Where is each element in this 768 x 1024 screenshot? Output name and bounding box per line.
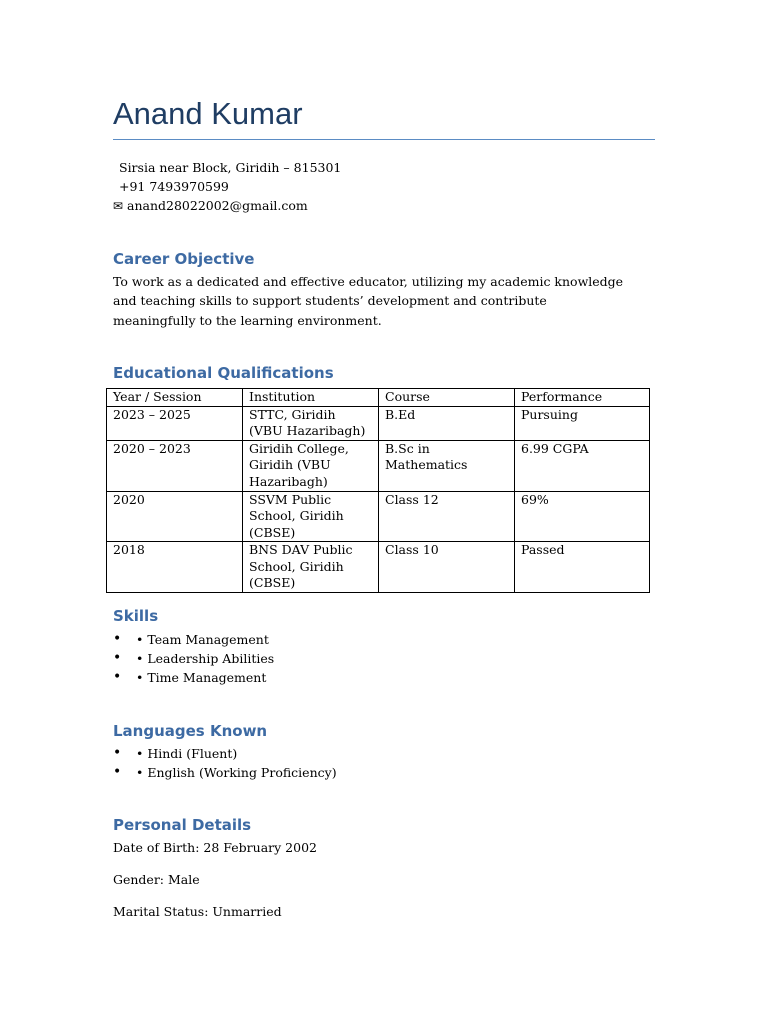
skill-label: • Time Management (136, 670, 267, 686)
column-header-performance: Performance (515, 389, 650, 407)
date-of-birth: Date of Birth: 28 February 2002 (113, 840, 317, 855)
table-header-row (107, 389, 650, 407)
gender: Gender: Male (113, 872, 200, 887)
bullet-icon: • (113, 745, 122, 761)
language-label: • Hindi (Fluent) (136, 746, 238, 761)
skills-heading: Skills (113, 607, 159, 625)
cell-performance: 6.99 CGPA (515, 440, 650, 491)
phone-line: +91 7493970599 (119, 179, 229, 194)
skill-label: • Team Management (136, 632, 269, 647)
education-table (106, 388, 650, 593)
cell-institution: STTC, Giridih (VBU Hazaribagh) (243, 406, 379, 440)
personal-details-heading: Personal Details (113, 816, 252, 834)
cell-performance: 69% (515, 491, 650, 542)
cell-course: B.Ed (379, 406, 515, 440)
cell-year: 2020 (107, 491, 243, 542)
cell-year: 2020 – 2023 (107, 440, 243, 491)
name-divider (113, 139, 655, 140)
column-header-institution: Institution (243, 389, 379, 407)
envelope-icon: ✉ (113, 199, 124, 213)
cell-course: B.Sc in Mathematics (379, 440, 515, 491)
skill-label: • Leadership Abilities (136, 651, 275, 667)
address-line: Sirsia near Block, Giridih – 815301 (119, 160, 342, 175)
cell-course: Class 10 (379, 542, 515, 593)
career-objective-heading: Career Objective (113, 250, 255, 268)
education-heading: Educational Qualifications (113, 364, 334, 382)
cell-institution: SSVM Public School, Giridih (CBSE) (243, 491, 379, 542)
languages-heading: Languages Known (113, 722, 268, 740)
candidate-name: Anand Kumar (113, 96, 303, 131)
language-label: • English (Working Proficiency) (136, 765, 337, 781)
column-header-course: Course (379, 389, 515, 407)
cell-year: 2018 (107, 542, 243, 593)
cell-institution: Giridih College, Giridih (VBU Hazaribagh) (243, 440, 379, 491)
cell-performance: Pursuing (515, 406, 650, 440)
career-objective-text: To work as a dedicated and effective educator, utilizing my academic knowledge and teaching skills to support students’ development and contribute meaningfully to the learning environment. (113, 274, 624, 328)
cell-course: Class 12 (379, 491, 515, 542)
table-row (107, 440, 650, 491)
table-row (107, 542, 650, 593)
email-address[interactable]: anand28022002@gmail.com (127, 198, 308, 213)
bullet-icon: • (113, 631, 122, 647)
bullet-icon: • (113, 669, 122, 686)
marital-status: Marital Status: Unmarried (113, 904, 282, 919)
column-header-year: Year / Session (107, 389, 243, 407)
cell-year: 2023 – 2025 (107, 406, 243, 440)
email-line (113, 197, 308, 215)
cell-performance: Passed (515, 542, 650, 593)
bullet-icon: • (113, 650, 122, 667)
cell-institution: BNS DAV Public School, Giridih (CBSE) (243, 542, 379, 593)
table-row (107, 491, 650, 542)
bullet-icon: • (113, 764, 122, 781)
table-row (107, 406, 650, 440)
